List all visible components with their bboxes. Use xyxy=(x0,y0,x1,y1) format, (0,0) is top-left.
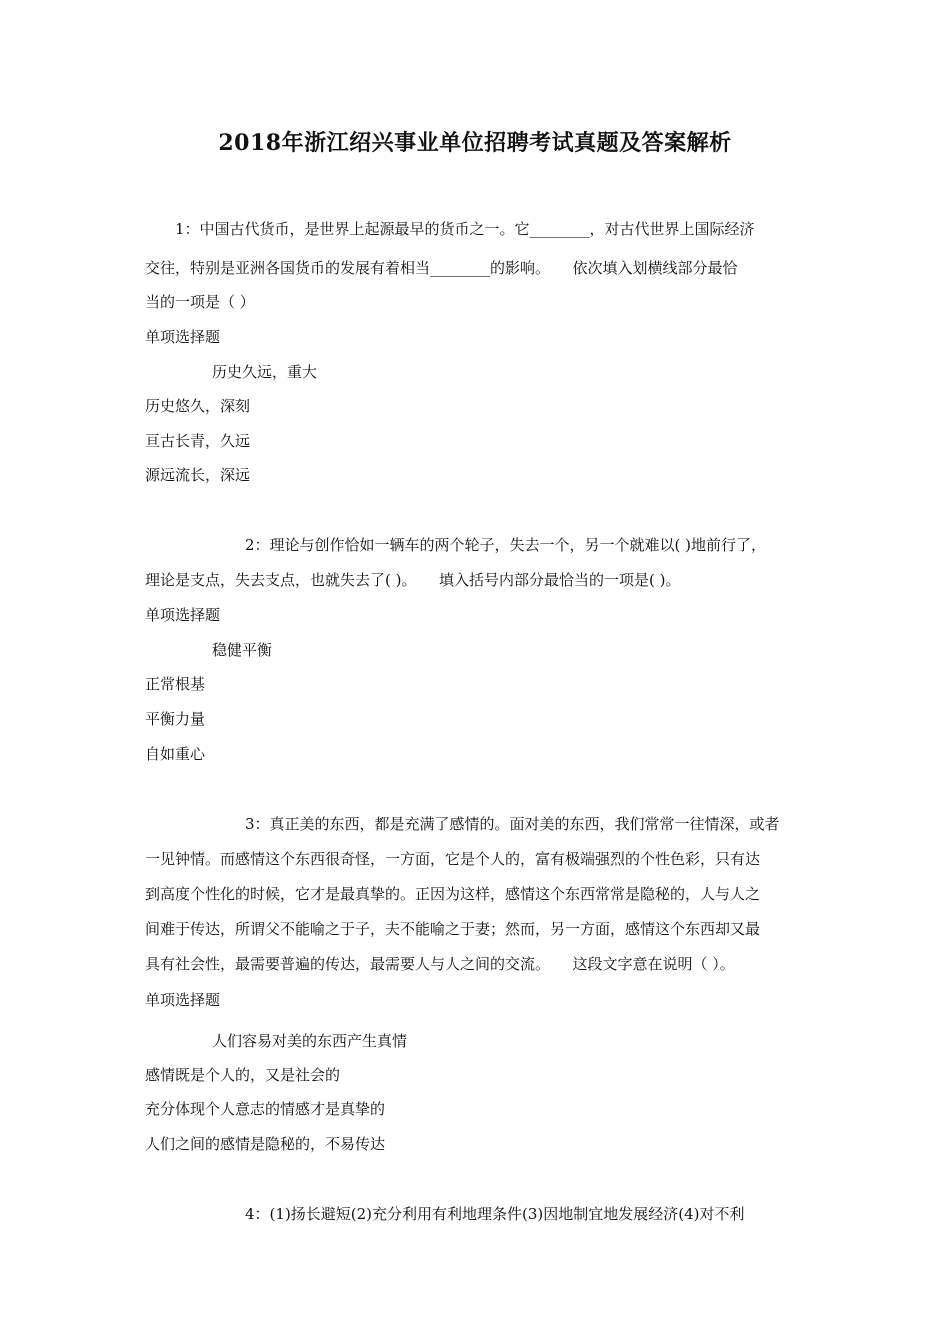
question-2-option-b: 正常根基 xyxy=(145,675,206,693)
question-3-option-b: 感情既是个人的，又是社会的 xyxy=(145,1066,341,1084)
question-1-option-c: 亘古长青，久远 xyxy=(145,432,251,450)
question-3-line-5: 具有社会性，最需要普遍的传达，最需要人与人之间的交流。 这段文字意在说明（ ）。 xyxy=(145,955,735,973)
page-title: 2018年浙江绍兴事业单位招聘考试真题及答案解析 xyxy=(218,130,732,156)
question-1-option-a: 历史久远，重大 xyxy=(212,363,318,381)
question-3-line-1: 3：真正美的东西，都是充满了感情的。面对美的东西，我们常常一往情深，或者 xyxy=(245,815,780,833)
question-3-line-2: 一见钟情。而感情这个东西很奇怪，一方面，它是个人的，富有极端强烈的个性色彩，只有达 xyxy=(145,850,761,868)
question-4-line-1: 4：(1)扬长避短(2)充分利用有利地理条件(3)因地制宜地发展经济(4)对不利 xyxy=(245,1205,745,1223)
question-1-option-b: 历史悠久，深刻 xyxy=(145,397,251,415)
question-3-type: 单项选择题 xyxy=(145,991,221,1009)
question-3-option-a: 人们容易对美的东西产生真情 xyxy=(212,1032,408,1050)
question-2-line-1: 2：理论与创作恰如一辆车的两个轮子，失去一个，另一个就难以( )地前行了， xyxy=(245,536,767,554)
question-2-option-a: 稳健平衡 xyxy=(212,641,273,659)
question-3-line-3: 到高度个性化的时候，它才是最真挚的。正因为这样，感情这个东西常常是隐秘的，人与人之 xyxy=(145,885,761,903)
question-2-line-2: 理论是支点，失去支点，也就失去了( )。 填入括号内部分最恰当的一项是( )。 xyxy=(145,571,681,589)
question-3-line-4: 间难于传达，所谓父不能喻之于子，夫不能喻之于妻；然而，另一方面，感情这个东西却又最 xyxy=(145,920,761,938)
question-1-type: 单项选择题 xyxy=(145,328,221,346)
question-1-line-1: 1：中国古代货币，是世界上起源最早的货币之一。它________，对古代世界上国际经济 xyxy=(175,220,755,238)
question-1-line-3: 当的一项是（ ） xyxy=(145,293,255,311)
question-3-option-d: 人们之间的感情是隐秘的，不易传达 xyxy=(145,1135,386,1153)
question-2-type: 单项选择题 xyxy=(145,606,221,624)
question-2-option-c: 平衡力量 xyxy=(145,710,206,728)
question-1-line-2: 交往，特别是亚洲各国货币的发展有着相当________的影响。 依次填入划横线部分最恰 xyxy=(145,259,738,277)
question-1-option-d: 源远流长，深远 xyxy=(145,466,251,484)
question-3-option-c: 充分体现个人意志的情感才是真挚的 xyxy=(145,1100,386,1118)
question-2-option-d: 自如重心 xyxy=(145,745,206,763)
